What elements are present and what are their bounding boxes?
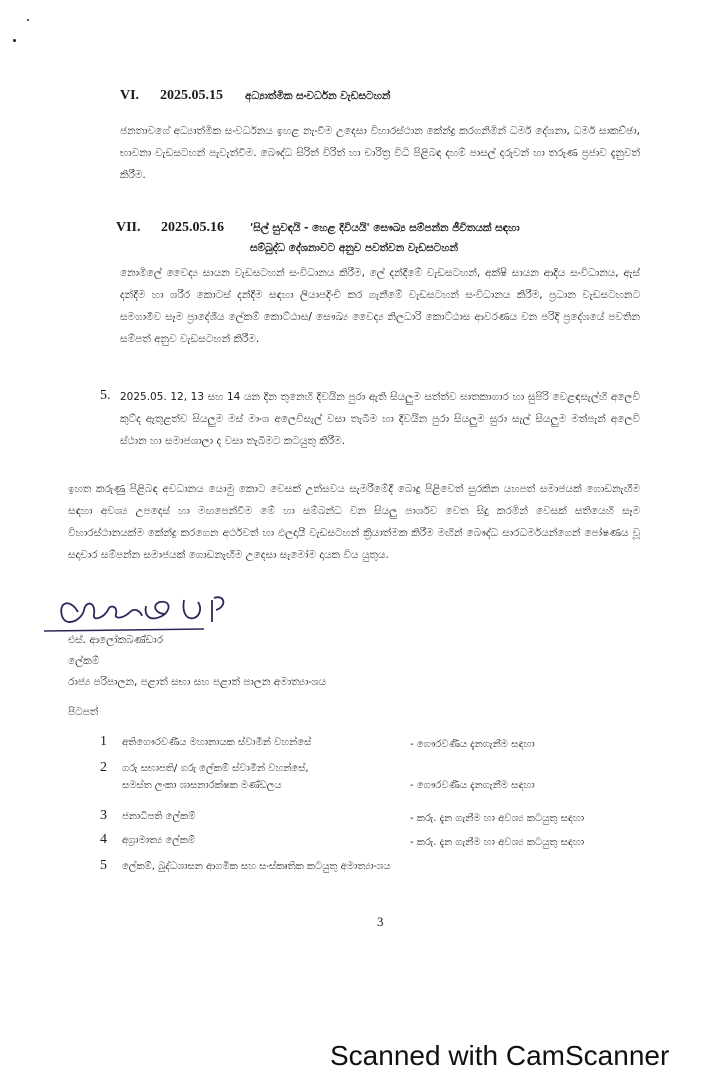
signatory-name: එස්. ආලෝකබණ්ඩාර xyxy=(68,634,164,646)
section-vi-heading xyxy=(120,86,620,108)
item-text: 2025.05. 12, 13 සහ 14 යන දින තුනෙහි දිවයින පුරා ඇති සියලුම සත්ත්ව ඝාතකාගාර හා සුපිරි වෙළඳසැල්හි අලෙවි කුට්ද ඇතුළත්ව සියලුම මස් මාංශ අලෙවිසැල් වසා තැබීම හා දිවයින පුරා සියලුම සුරා සැල් සියලුම මත්පැන් අලෙවි ස්ථාන හා සමාජශාලා ද වසා තැබීමට කටයුතු කිරීම. xyxy=(120,391,640,447)
copy-number: 1 xyxy=(100,734,107,749)
section-vi-body: ජනතාවගේ අධ්‍යාත්මික සංවර්ධනය ඉහළ නැංවීම උදෙසා විහාරස්ථාන කේන්ද්‍ර කරගනිමින් ධර්ම දේශනා, ධර්ම සාකච්ඡා, භාවනා වැඩසටහන් පැවැත්වීම. බෞද්ධ සිරිත් විරිත් හා චාරිත්‍ර විධි පිළිබඳ දහම් පාසල් දරුවන් හා තරුණ ප්‍රජාව දැනුවත් කිරීම. xyxy=(120,125,640,181)
copy-number: 5 xyxy=(100,858,107,873)
copy-purpose: - ගෞරවණීය දැනගැනීම සඳහා xyxy=(410,780,535,791)
signatory-title: ලේකම් xyxy=(68,655,100,667)
closing-paragraph: ඉහත කරුණු පිළිබඳ අවධානය යොමු කොට වෙසක් උත්සවය සැමරීමේදී බොදු පිළිවෙත් සුරකින යහපත් සමාජයක් ගොඩනැඟීම සඳහා අවශ්‍ය උපදෙස් හා මඟපෙන්වීම මේ හා සම්බන්ධ වන සියලු පාර්ශව වෙත සිදු කරමින් වෙසක් සතියෙහි සෑම විහාරස්ථානයක්ම කේන්ද්‍ර කරගෙන අර්ථවත් හා ඵලදායී වැඩසටහන් ක්‍රියාත්මක කිරීම මඟින් බෞද්ධ සාරධර්මයන්ගෙන් පෝෂණය වූ සදාචාර සම්පන්න සමාජයක් ගොඩනැඟීම උදෙසා සැමෝම දායක විය යුතුය. xyxy=(68,483,640,561)
section-number: VII. xyxy=(116,220,141,235)
copy-purpose: - කරු. දැන ගැනීම හා අවශ්‍ය කටයුතු සඳහා xyxy=(410,813,585,824)
copy-item xyxy=(100,832,660,854)
item-number: 5. xyxy=(100,388,111,403)
section-title-line1: 'සිල් සුවඳයි - හෙළ දිවියයි' සෞඛ්‍ය සම්පන්න ජීවිතයක් සඳහා xyxy=(250,222,520,234)
copy-purpose: - කරු. දැන ගැනීම හා අවශ්‍ය කටයුතු සඳහා xyxy=(410,837,585,848)
copy-item xyxy=(100,858,660,880)
section-number: VI. xyxy=(120,88,140,103)
signatory-ministry: රාජ්‍ය පරිපාලන, පළාත් සභා සහ පළාත් පාලන අමාත්‍යාංශය xyxy=(68,676,327,688)
copy-number: 4 xyxy=(100,832,107,847)
scanner-watermark: Scanned with CamScanner xyxy=(330,1040,670,1071)
copy-item xyxy=(100,734,660,756)
copy-purpose: - ගෞරවණීය දැනගැනීම සඳහා xyxy=(410,739,535,750)
copy-recipient: ජනාධිපති ලේකම් xyxy=(122,811,196,822)
copy-number: 2 xyxy=(100,760,107,775)
copy-recipient: ගරු සභාපති/ ගරු ලේකම් ස්වාමීන් වහන්සේ, xyxy=(122,763,309,774)
copies-heading: පිටපත් xyxy=(68,706,99,718)
section-title: අධ්‍යාත්මික සංවර්ධන වැඩසටහන් xyxy=(245,90,391,102)
signatory-block xyxy=(68,630,326,693)
section-vii-heading xyxy=(116,218,636,262)
page-number: 3 xyxy=(377,914,384,929)
scan-speck xyxy=(27,19,29,21)
copy-recipient: අග්‍රාමාත්‍ය ලේකම් xyxy=(122,835,196,846)
scan-speck xyxy=(13,39,16,42)
copy-item xyxy=(100,808,660,830)
copy-recipient: අතිගෞරවණීය මහානායක ස්වාමීන් වහන්සේ xyxy=(122,737,312,748)
copy-recipient-line2: සමස්ත ලංකා ශාසනාරක්ෂක මණ්ඩලය xyxy=(122,780,282,791)
section-title-line2: සම්බුද්ධ දේශනාවට අනුව පවත්වන වැඩසටහන් xyxy=(250,242,459,254)
section-date: 2025.05.16 xyxy=(161,220,224,235)
copy-recipient: ලේකම්, බුද්ධශාසන ආගමික සහ සංස්කෘතික කටයුතු අමාත්‍යාංශය xyxy=(122,861,391,872)
copy-number: 3 xyxy=(100,808,107,823)
section-vii-body: නොමිලේ වෛද්‍ය සායන වැඩසටහන් සංවිධානය කිරීම, ලේ දන්දීමේ වැඩසටහන්, අක්ෂි සායන ආදිය සංවිධානය, ඇස් දන්දීම හා ශරීර කොටස් දන්දීම සඳහා ලියාපදිංචි කර ගැනීමේ වැඩසටහන් සංවිධානය කිරීම, ප්‍රධාන වැඩසටහනට සමගාමීව සෑම ප්‍රාදේශීය ලේකම් කොට්ඨාස/ සෞඛ්‍ය වෛද්‍ය නිලධාරි කොට්ඨාස ආවරණය වන පරිදි ප්‍රදේශයේ පවතින සම්පත් අනුව වැඩසටහන් කිරීම. xyxy=(120,267,640,345)
copy-item xyxy=(100,760,660,800)
section-date: 2025.05.15 xyxy=(160,88,223,103)
